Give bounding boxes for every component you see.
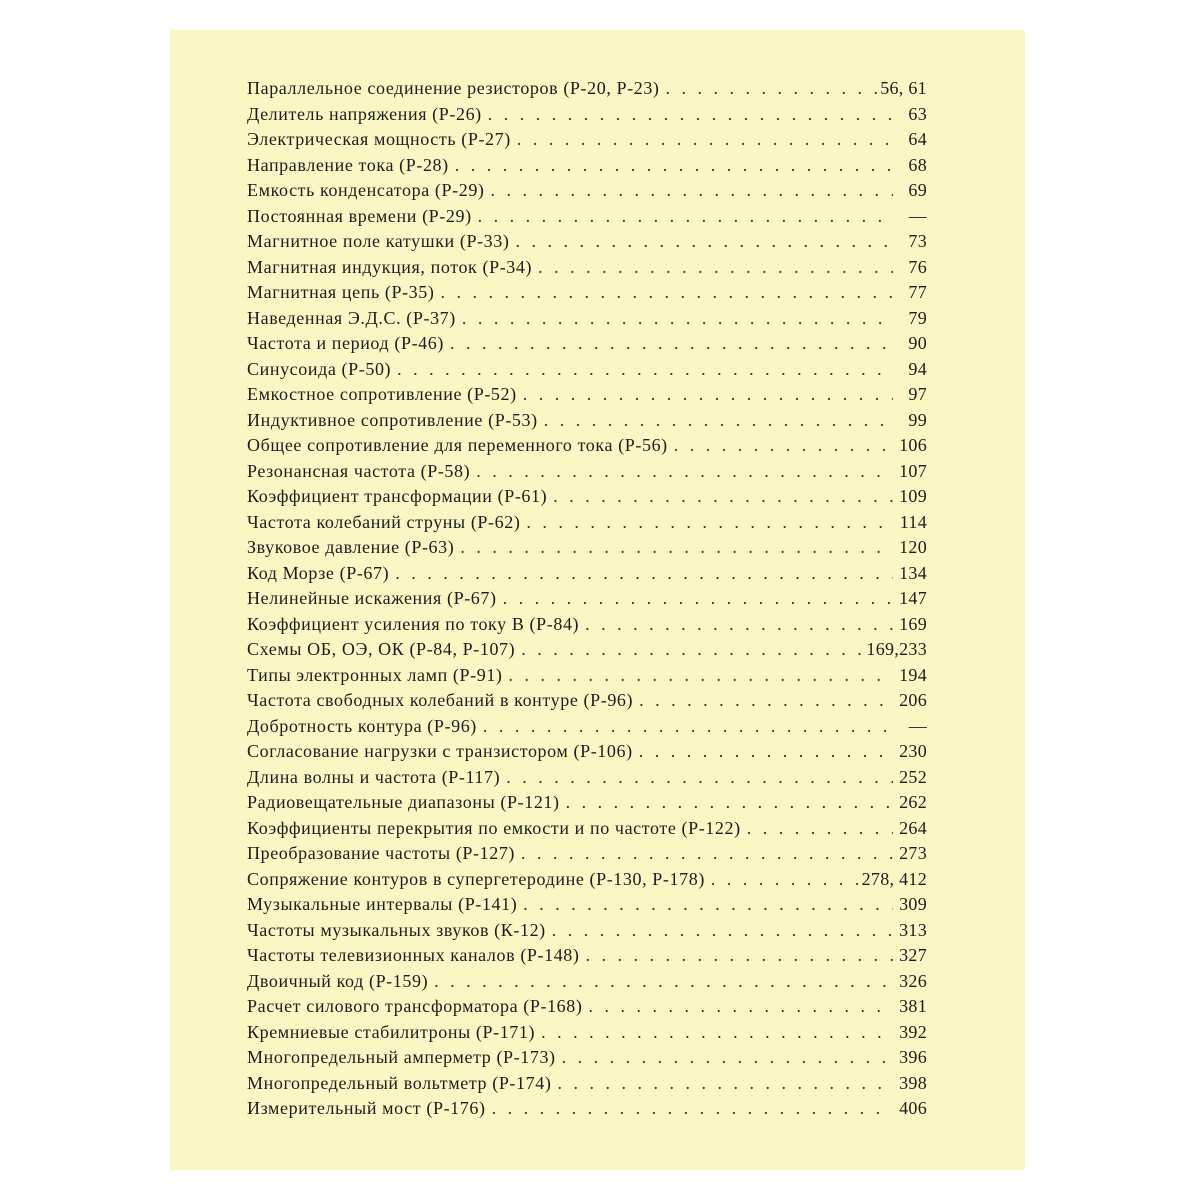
toc-entry-page-number: 94: [908, 358, 927, 379]
toc-entry-title: Код Морзе (Р-67): [247, 562, 390, 583]
toc-entry: [247, 1047, 927, 1073]
toc-entry: [247, 308, 927, 334]
toc-entry-page-number: 99: [908, 409, 927, 430]
toc-entry-page-number: 97: [908, 384, 927, 404]
toc-entry: [247, 639, 927, 665]
toc-entry-page-number: 309: [899, 894, 927, 914]
toc-entry-page-number: 398: [899, 1072, 927, 1093]
toc-entry: [247, 894, 927, 920]
toc-entry: [247, 486, 927, 512]
toc-entry-title: Преобразование частоты (Р-127): [247, 843, 516, 863]
dot-leader: [428, 971, 893, 992]
toc-entry: [247, 1022, 927, 1048]
toc-entry-title: Сопряжение контуров в супергетеродине (Р-130, Р-178): [247, 868, 705, 889]
dot-leader: [482, 104, 893, 125]
toc-entry-page-number: 252: [899, 766, 927, 787]
toc-entry: [247, 1073, 927, 1099]
toc-entry-page-number: 206: [899, 690, 927, 710]
toc-entry-page-number: 106: [899, 435, 927, 455]
toc-entry-page-number: 169: [899, 613, 927, 634]
toc-entry-page-number: 68: [908, 154, 927, 175]
toc-entry-title: Многопредельный амперметр (Р-173): [247, 1047, 556, 1067]
toc-entry: [247, 741, 927, 767]
dot-leader: [389, 563, 893, 584]
toc-entry-page-number: 77: [908, 282, 927, 302]
dot-leader: [556, 1047, 893, 1068]
toc-entry-title: Магнитное поле катушки (Р-33): [247, 231, 510, 251]
dot-leader: [579, 614, 893, 635]
toc-entry-title: Многопредельный вольтметр (Р-174): [247, 1072, 552, 1093]
toc-entry-page-number: 109: [899, 486, 927, 506]
dot-leader: [503, 665, 893, 686]
toc-entry: [247, 767, 927, 793]
toc-entry-page-number: 406: [899, 1098, 927, 1118]
toc-entry-title: Типы электронных ламп (Р-91): [247, 664, 503, 685]
dot-leader: [485, 180, 893, 201]
toc-entry-page-number: 64: [908, 129, 927, 149]
toc-entry-page-number: 147: [899, 588, 927, 608]
toc-entry-page-number: 396: [899, 1047, 927, 1067]
toc-entry-title: Частота и период (Р-46): [247, 333, 444, 353]
toc-entry-page-number: 107: [899, 460, 927, 481]
toc-entry: [247, 435, 927, 461]
toc-entry-title: Общее сопротивление для переменного тока (Р-56): [247, 435, 668, 455]
toc-entry-title: Емкость конденсатора (Р-29): [247, 180, 485, 200]
toc-entry: [247, 78, 927, 104]
toc-entry-page-number: 262: [899, 792, 927, 812]
toc-entry-page-number: —: [908, 715, 927, 736]
dot-leader: [560, 792, 893, 813]
toc-entry: [247, 129, 927, 155]
dot-leader: [580, 945, 893, 966]
dot-leader: [741, 818, 893, 839]
toc-entry: [247, 155, 927, 181]
toc-entry: [247, 461, 927, 487]
toc-entry-page-number: 69: [908, 180, 927, 200]
toc-entry-page-number: 326: [899, 970, 927, 991]
dot-leader: [509, 231, 893, 252]
toc-entry: [247, 410, 927, 436]
toc-entry-page-number: 381: [899, 996, 927, 1016]
dot-leader: [660, 78, 881, 99]
toc-entry-title: Двоичный код (Р-159): [247, 970, 429, 991]
toc-entry-page-number: 120: [899, 537, 927, 557]
dot-leader: [472, 206, 893, 227]
toc-entry: [247, 282, 927, 308]
dot-leader: [705, 869, 862, 890]
dot-leader: [515, 843, 893, 864]
toc-entry: [247, 665, 927, 691]
toc-entry-title: Частоты музыкальных звуков (К-12): [247, 919, 546, 940]
toc-entry: [247, 818, 927, 844]
toc-entry: [247, 971, 927, 997]
toc-entry-title: Электрическая мощность (Р-27): [247, 129, 511, 149]
toc-entry: [247, 180, 927, 206]
toc-entry: [247, 384, 927, 410]
dot-leader: [633, 741, 893, 762]
dot-leader: [391, 359, 893, 380]
toc-entry-page-number: 392: [899, 1021, 927, 1042]
toc-entry: [247, 614, 927, 640]
dot-leader: [668, 435, 893, 456]
toc-entry: [247, 792, 927, 818]
toc-entry: [247, 690, 927, 716]
dot-leader: [538, 410, 893, 431]
toc-entry-title: Частота свободных колебаний в контуре (Р-96): [247, 690, 634, 710]
toc-entry-page-number: 169,233: [866, 639, 927, 659]
toc-entry-title: Коэффициент усиления по току В (Р-84): [247, 613, 580, 634]
toc-entry-title: Емкостное сопротивление (Р-52): [247, 384, 517, 404]
toc-entry-title: Схемы ОБ, ОЭ, ОК (Р-84, Р-107): [247, 639, 516, 659]
toc-entry-title: Постоянная времени (Р-29): [247, 205, 472, 226]
dot-leader: [517, 384, 893, 405]
toc-entry-page-number: 230: [899, 741, 927, 761]
dot-leader: [520, 512, 893, 533]
toc-entry-title: Длина волны и частота (Р-117): [247, 766, 501, 787]
dot-leader: [477, 716, 893, 737]
toc-entry-title: Музыкальные интервалы (Р-141): [247, 894, 518, 914]
toc-entry-page-number: 134: [899, 562, 927, 583]
toc-entry-title: Магнитная цепь (Р-35): [247, 282, 435, 302]
toc-entry-title: Звуковое давление (Р-63): [247, 537, 455, 557]
toc-entry-page-number: 63: [908, 103, 927, 124]
dot-leader: [500, 767, 893, 788]
dot-leader: [486, 1098, 893, 1119]
dot-leader: [547, 486, 893, 507]
toc-entry-title: Резонансная частота (Р-58): [247, 460, 471, 481]
toc-entry-page-number: 56, 61: [880, 78, 927, 98]
table-of-contents: [247, 78, 927, 1124]
toc-entry-title: Радиовещательные диапазоны (Р-121): [247, 792, 560, 812]
toc-entry: [247, 206, 927, 232]
dot-leader: [444, 333, 893, 354]
dot-leader: [497, 588, 893, 609]
toc-entry: [247, 996, 927, 1022]
toc-entry-page-number: 73: [908, 231, 927, 251]
toc-entry-title: Коэффициенты перекрытия по емкости и по частоте (Р-122): [247, 817, 741, 838]
toc-entry-title: Кремниевые стабилитроны (Р-171): [247, 1021, 536, 1042]
toc-entry-title: Направление тока (Р-28): [247, 154, 449, 175]
toc-entry-title: Наведенная Э.Д.С. (Р-37): [247, 307, 456, 328]
dot-leader: [511, 129, 893, 150]
toc-entry-title: Магнитная индукция, поток (Р-34): [247, 256, 533, 277]
toc-entry-title: Измерительный мост (Р-176): [247, 1098, 486, 1118]
dot-leader: [532, 257, 893, 278]
dot-leader: [434, 282, 893, 303]
toc-entry: [247, 512, 927, 538]
toc-entry: [247, 563, 927, 589]
toc-entry-title: Согласование нагрузки с транзистором (Р-106): [247, 741, 633, 761]
dot-leader: [535, 1022, 893, 1043]
dot-leader: [517, 894, 893, 915]
dot-leader: [456, 308, 893, 329]
toc-entry: [247, 588, 927, 614]
toc-entry: [247, 231, 927, 257]
dot-leader: [546, 920, 893, 941]
toc-entry-title: Частоты телевизионных каналов (Р-148): [247, 945, 580, 965]
toc-entry: [247, 945, 927, 971]
toc-entry-page-number: 114: [899, 511, 927, 532]
toc-entry: [247, 257, 927, 283]
toc-entry-title: Нелинейные искажения (Р-67): [247, 588, 497, 608]
toc-entry-page-number: 79: [908, 307, 927, 328]
toc-entry-page-number: 278, 412: [861, 868, 927, 889]
toc-entry-page-number: 194: [899, 664, 927, 685]
dot-leader: [633, 690, 893, 711]
toc-entry-title: Делитель напряжения (Р-26): [247, 103, 482, 124]
toc-entry: [247, 333, 927, 359]
dot-leader: [449, 155, 893, 176]
toc-entry-title: Коэффициент трансформации (Р-61): [247, 486, 548, 506]
toc-entry: [247, 843, 927, 869]
toc-entry: [247, 104, 927, 130]
toc-entry-title: Частота колебаний струны (Р-62): [247, 511, 521, 532]
dot-leader: [551, 1073, 893, 1094]
toc-entry: [247, 920, 927, 946]
toc-entry-title: Параллельное соединение резисторов (Р-20, Р-23): [247, 78, 660, 98]
dot-leader: [582, 996, 893, 1017]
toc-entry: [247, 359, 927, 385]
toc-entry-title: Добротность контура (Р-96): [247, 715, 477, 736]
dot-leader: [515, 639, 866, 660]
dot-leader: [454, 537, 893, 558]
toc-entry-title: Расчет силового трансформатора (Р-168): [247, 996, 583, 1016]
toc-entry: [247, 716, 927, 742]
toc-entry-page-number: —: [908, 205, 927, 226]
toc-entry: [247, 537, 927, 563]
toc-entry-page-number: 264: [899, 817, 927, 838]
toc-entry-title: Индуктивное сопротивление (Р-53): [247, 409, 538, 430]
toc-entry-page-number: 90: [908, 333, 927, 353]
dot-leader: [470, 461, 893, 482]
toc-entry-page-number: 313: [899, 919, 927, 940]
toc-entry-page-number: 76: [908, 256, 927, 277]
toc-entry: [247, 869, 927, 895]
toc-entry-title: Синусоида (Р-50): [247, 358, 392, 379]
toc-entry-page-number: 273: [899, 843, 927, 863]
toc-entry: [247, 1098, 927, 1124]
toc-entry-page-number: 327: [899, 945, 927, 965]
